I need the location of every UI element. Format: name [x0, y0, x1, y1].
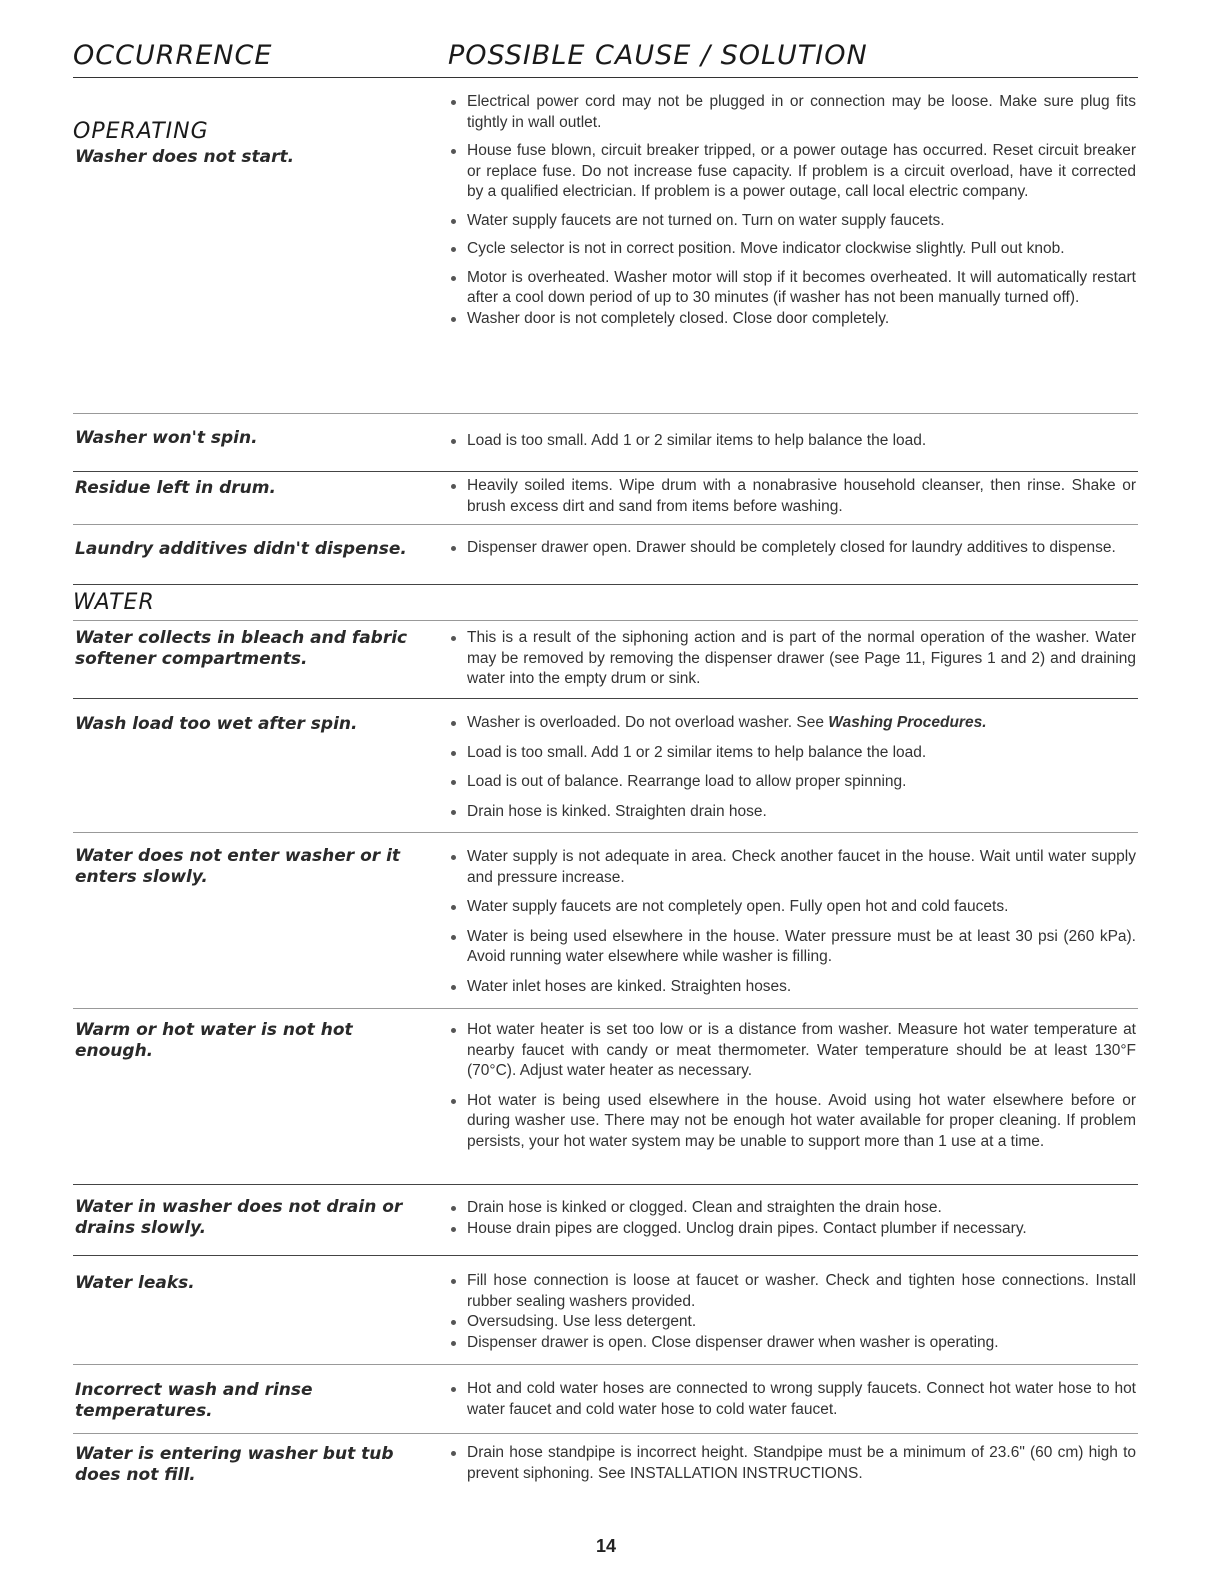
row-divider [73, 698, 1138, 699]
occurrence-washer-does-not-start: Washer does not start. [75, 147, 295, 167]
cause-solution-header: POSSIBLE CAUSE / SOLUTION [448, 40, 868, 71]
list-item: Load is too small. Add 1 or 2 similar items to help balance the load. [446, 431, 1136, 452]
list-item: Electrical power cord may not be plugged in or connection may be loose. Make sure plug fits tightly in wall outlet. [446, 92, 1136, 133]
list-item: Cycle selector is not in correct position. Move indicator clockwise slightly. Pull out knob. [446, 239, 1136, 260]
list-item: Water supply is not adequate in area. Check another faucet in the house. Wait until water supply and pressure increase. [446, 847, 1136, 888]
header-divider [73, 77, 1138, 78]
occurrence-residue-left-in-drum: Residue left in drum. [75, 478, 276, 498]
row-divider [73, 1433, 1138, 1434]
list-item: Drain hose is kinked or clogged. Clean and straighten the drain hose. [446, 1198, 1136, 1219]
list-item: Water supply faucets are not completely open. Fully open hot and cold faucets. [446, 897, 1136, 918]
list-item: Load is too small. Add 1 or 2 similar items to help balance the load. [446, 743, 1136, 764]
row-divider [73, 1255, 1138, 1256]
occurrence-water-leaks: Water leaks. [75, 1273, 195, 1293]
list-item: Washer door is not completely closed. Close door completely. [446, 309, 1136, 330]
list-item: House drain pipes are clogged. Unclog drain pipes. Contact plumber if necessary. [446, 1219, 1136, 1240]
occurrence-wash-load-too-wet: Wash load too wet after spin. [75, 714, 358, 734]
list-item: Heavily soiled items. Wipe drum with a nonabrasive household cleanser, then rinse. Shake or brush excess dirt and sand from items before washing. [446, 476, 1136, 517]
solution-list-water-does-not-drain [446, 1198, 1136, 1239]
occurrence-tub-does-not-fill: Water is entering washer but tub does not fill. [75, 1444, 394, 1485]
list-item: Water inlet hoses are kinked. Straighten hoses. [446, 977, 1136, 998]
row-divider [73, 471, 1138, 472]
washing-procedures-reference: Washing Procedures. [828, 714, 987, 731]
list-item [446, 713, 1136, 734]
occurrence-incorrect-temperatures: Incorrect wash and rinse temperatures. [75, 1380, 313, 1421]
occurrence-hot-water-not-hot-enough: Warm or hot water is not hot enough. [75, 1020, 353, 1061]
list-item: House fuse blown, circuit breaker tripped, or a power outage has occurred. Reset circuit breaker or replace fuse. Do not increase fuse capacity. If problem is a circuit overload, have it corrected by a qualified electrician. If problem is a power outage, call local electric company. [446, 141, 1136, 203]
occurrence-laundry-additives-didnt-dispense: Laundry additives didn't dispense. [75, 539, 407, 559]
row-divider [73, 832, 1138, 833]
solution-list-laundry-additives [446, 538, 1136, 568]
occurrence-washer-wont-spin: Washer won't spin. [75, 428, 258, 448]
row-divider [73, 1184, 1138, 1185]
solution-list-washer-wont-spin [446, 431, 1136, 461]
solution-list-residue-left-in-drum [446, 476, 1136, 526]
solution-list-water-does-not-enter [446, 847, 1136, 1006]
occurrence-water-does-not-enter: Water does not enter washer or it enters slowly. [75, 846, 401, 887]
list-item: Hot water heater is set too low or is a distance from washer. Measure hot water temperature at nearby faucet with candy or meat thermometer. Water temperature should be at least 130°F (70°C). Adjust water heater as necessary. [446, 1020, 1136, 1082]
list-item: Motor is overheated. Washer motor will stop if it becomes overheated. It will automatically restart after a cool down period of up to 30 minutes (if washer has not been manually turned off). [446, 268, 1136, 309]
list-item: Water is being used elsewhere in the house. Water pressure must be at least 30 psi (260 kPa). Avoid running water elsewhere while washer is filling. [446, 927, 1136, 968]
list-item: Drain hose standpipe is incorrect height. Standpipe must be a minimum of 23.6" (60 cm) high to prevent siphoning. See INSTALLATION INSTRUCTIONS. [446, 1443, 1136, 1484]
row-divider [73, 524, 1138, 525]
operating-section-title: OPERATING [73, 119, 209, 144]
list-item: Dispenser drawer open. Drawer should be completely closed for laundry additives to dispense. [446, 538, 1136, 559]
row-divider [73, 620, 1138, 621]
occurrence-header: OCCURRENCE [73, 40, 273, 71]
list-item-text: Washer is overloaded. Do not overload washer. See [467, 714, 824, 731]
solution-list-tub-does-not-fill [446, 1443, 1136, 1493]
list-item: Hot water is being used elsewhere in the house. Avoid using hot water elsewhere before or during washer use. There may not be enough hot water available for proper cleaning. If problem persists, your hot water system may be unable to support more than 1 use at a time. [446, 1091, 1136, 1153]
solution-list-hot-water [446, 1020, 1136, 1161]
solution-list-incorrect-temperatures [446, 1379, 1136, 1429]
row-divider [73, 413, 1138, 414]
row-divider [73, 1364, 1138, 1365]
water-section-title: WATER [73, 590, 155, 615]
list-item: Water supply faucets are not turned on. Turn on water supply faucets. [446, 211, 1136, 232]
list-item: This is a result of the siphoning action and is part of the normal operation of the washer. Water may be removed by removing the dispenser drawer (see Page 11, Figures 1 and 2) and draining water into the empty drum or sink. [446, 628, 1136, 690]
occurrence-water-does-not-drain: Water in washer does not drain or drains slowly. [75, 1197, 403, 1238]
occurrence-water-collects-in-compartments: Water collects in bleach and fabric softener compartments. [75, 628, 408, 669]
list-item: Drain hose is kinked. Straighten drain hose. [446, 802, 1136, 823]
row-divider [73, 584, 1138, 585]
solution-list-washer-does-not-start [446, 92, 1136, 329]
list-item: Load is out of balance. Rearrange load to allow proper spinning. [446, 772, 1136, 793]
page-number: 14 [595, 1536, 617, 1556]
list-item: Fill hose connection is loose at faucet or washer. Check and tighten hose connections. Install rubber sealing washers provided. [446, 1271, 1136, 1312]
list-item: Oversudsing. Use less detergent. [446, 1312, 1136, 1333]
list-item: Dispenser drawer is open. Close dispenser drawer when washer is operating. [446, 1333, 1136, 1354]
solution-list-wash-load-too-wet [446, 713, 1136, 831]
solution-list-water-collects [446, 628, 1136, 699]
list-item: Hot and cold water hoses are connected to wrong supply faucets. Connect hot water hose to hot water faucet and cold water hose to cold water faucet. [446, 1379, 1136, 1420]
solution-list-water-leaks [446, 1271, 1136, 1353]
row-divider [73, 1008, 1138, 1009]
